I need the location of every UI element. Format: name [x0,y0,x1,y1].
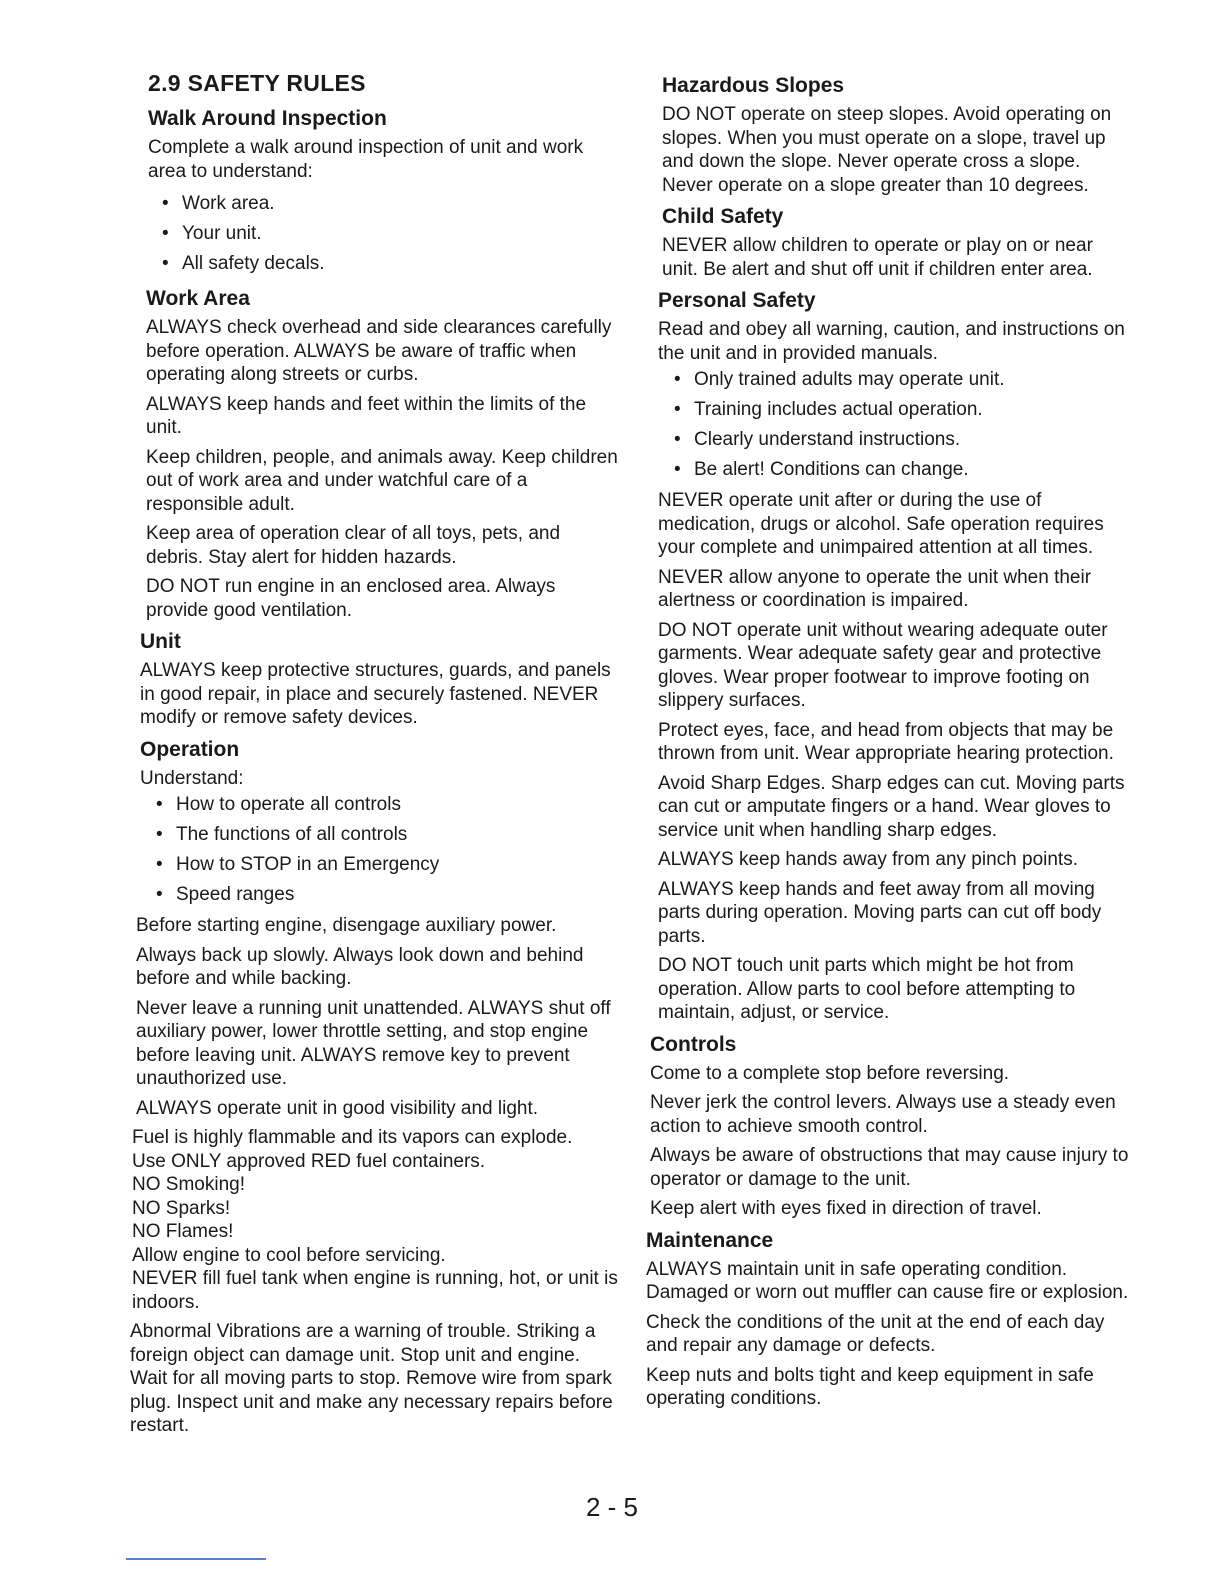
left-column [128,70,620,1446]
bullet-list [128,189,620,279]
list-item: • Only trained adults may operate unit. [674,365,1134,395]
paragraph: Never leave a running unit unattended. ALWAYS shut off auxiliary power, lower throttle setting, and stop engine before leaving unit. ALWAYS remove key to prevent unauthorized use. [136,997,611,1089]
list-item: • Speed ranges [156,880,620,910]
paragraph: NO Smoking! [132,1174,245,1195]
paragraph: DO NOT run engine in an enclosed area. Always provide good ventilation. [146,576,556,621]
section-heading: Personal Safety [658,289,816,312]
paragraph: Protect eyes, face, and head from objects that may be thrown from unit. Wear appropriate hearing protection. [658,719,1114,764]
list-item: • Work area. [162,189,620,219]
footer-rule [126,1558,266,1560]
paragraph: NEVER fill fuel tank when engine is running, hot, or unit is indoors. [132,1268,618,1313]
walk-around-section [128,107,620,279]
section-heading: Maintenance [646,1228,774,1252]
paragraph: ALWAYS operate unit in good visibility and light. [136,1097,539,1119]
section-heading: Controls [650,1032,737,1056]
fuel-warning [132,1126,620,1314]
section-heading: Hazardous Slopes [662,74,845,97]
paragraph: Allow engine to cool before servicing. [132,1244,446,1266]
paragraph: DO NOT operate on steep slopes. Avoid operating on slopes. When you must operate on a slope, travel up and down the slope. Never operate cross a slope. Never operate on a slope greater than 10 degrees. [662,104,1112,196]
paragraph: Complete a walk around inspection of unit and work area to understand: [148,137,584,182]
paragraph: Check the conditions of the unit at the end of each day and repair any damage or defects. [646,1311,1105,1356]
paragraph: Keep nuts and bolts tight and keep equipment in safe operating conditions. [646,1364,1094,1409]
paragraph: Keep area of operation clear of all toys, pets, and debris. Stay alert for hidden hazards. [146,523,561,568]
paragraph: NO Flames! [132,1221,234,1242]
paragraph: NO Sparks! [132,1197,231,1219]
controls-section [650,1033,1134,1221]
paragraph: DO NOT touch unit parts which might be hot from operation. Allow parts to cool before attempting to maintain, adjust, or service. [658,955,1076,1023]
paragraph: NEVER allow children to operate or play on or near unit. Be alert and shut off unit if children enter area. [662,235,1093,280]
maintenance-section [646,1229,1134,1411]
paragraph: ALWAYS maintain unit in safe operating condition. Damaged or worn out muffler can cause fire or explosion. [646,1258,1129,1303]
paragraph: NEVER operate unit after or during the use of medication, drugs or alcohol. Safe operation requires your complete and unimpaired attention at all times. [658,490,1104,558]
list-item: • Training includes actual operation. [674,395,1134,425]
bullet-list [658,365,1134,485]
work-area-section [146,287,620,622]
list-item: • The functions of all controls [156,820,620,850]
unit-section [140,630,620,730]
paragraph: Avoid Sharp Edges. Sharp edges can cut. Moving parts can cut or amputate fingers or a hand. Wear gloves to service unit when handling sharp edges. [658,772,1125,841]
paragraph: Before starting engine, disengage auxiliary power. [136,915,557,936]
list-item: • All safety decals. [162,249,620,279]
page-number: 2 - 5 [585,1492,639,1522]
paragraph: ALWAYS keep protective structures, guards, and panels in good repair, in place and securely fastened. NEVER modify or remove safety devices. [140,660,611,728]
paragraph: DO NOT operate unit without wearing adequate outer garments. Wear adequate safety gear and protective gloves. Wear proper footwear to improve footing on slippery surfaces. [658,619,1108,711]
list-item: • How to STOP in an Emergency [156,850,620,880]
list-item: • How to operate all controls [156,790,620,820]
list-item: • Your unit. [162,219,620,249]
paragraph: Always be aware of obstructions that may cause injury to operator or damage to the unit. [650,1145,1129,1190]
page-title: 2.9 SAFETY RULES [148,70,366,96]
paragraph: Abnormal Vibrations are a warning of trouble. Striking a foreign object can damage unit. Stop unit and engine. Wait for all moving parts to stop. Remove wire from spark plug. Inspect unit and make any necessary repairs before restart. [130,1321,613,1436]
paragraph: ALWAYS check overhead and side clearances carefully before operation. ALWAYS be aware of traffic when operating along streets or curbs. [146,317,612,385]
section-heading: Unit [140,630,181,653]
paragraph: ALWAYS keep hands away from any pinch points. [658,849,1078,870]
section-heading: Operation [140,737,240,761]
child-safety-section [662,205,1134,281]
right-column [644,74,1134,1419]
paragraph: Fuel is highly flammable and its vapors can explode. [132,1127,573,1148]
paragraph: Never jerk the control levers. Always use a steady even action to achieve smooth control. [650,1092,1116,1137]
paragraph: ALWAYS keep hands and feet within the limits of the unit. [146,393,587,438]
bullet-list [136,790,620,910]
section-heading: Walk Around Inspection [148,107,387,130]
paragraph: Read and obey all warning, caution, and instructions on the unit and in provided manuals. [658,319,1125,364]
section-heading: Child Safety [662,205,784,228]
hazardous-slopes-section [662,74,1134,197]
paragraph: ALWAYS keep hands and feet away from all moving parts during operation. Moving parts can cut off body parts. [658,878,1102,947]
paragraph: Keep alert with eyes fixed in direction of travel. [650,1198,1042,1219]
paragraph: Keep children, people, and animals away. Keep children out of work area and under watchful care of a responsible adult. [146,446,618,515]
list-item: • Clearly understand instructions. [674,425,1134,455]
list-item: • Be alert! Conditions can change. [674,455,1134,485]
paragraph: Understand: [140,767,244,789]
personal-safety-section [658,289,1134,1025]
operation-section [130,737,620,1438]
paragraph: Use ONLY approved RED fuel containers. [132,1150,486,1172]
paragraph: Come to a complete stop before reversing. [650,1062,1010,1084]
paragraph: NEVER allow anyone to operate the unit when their alertness or coordination is impaired. [658,566,1092,611]
paragraph: Always back up slowly. Always look down and behind before and while backing. [136,944,584,989]
section-heading: Work Area [146,287,250,310]
